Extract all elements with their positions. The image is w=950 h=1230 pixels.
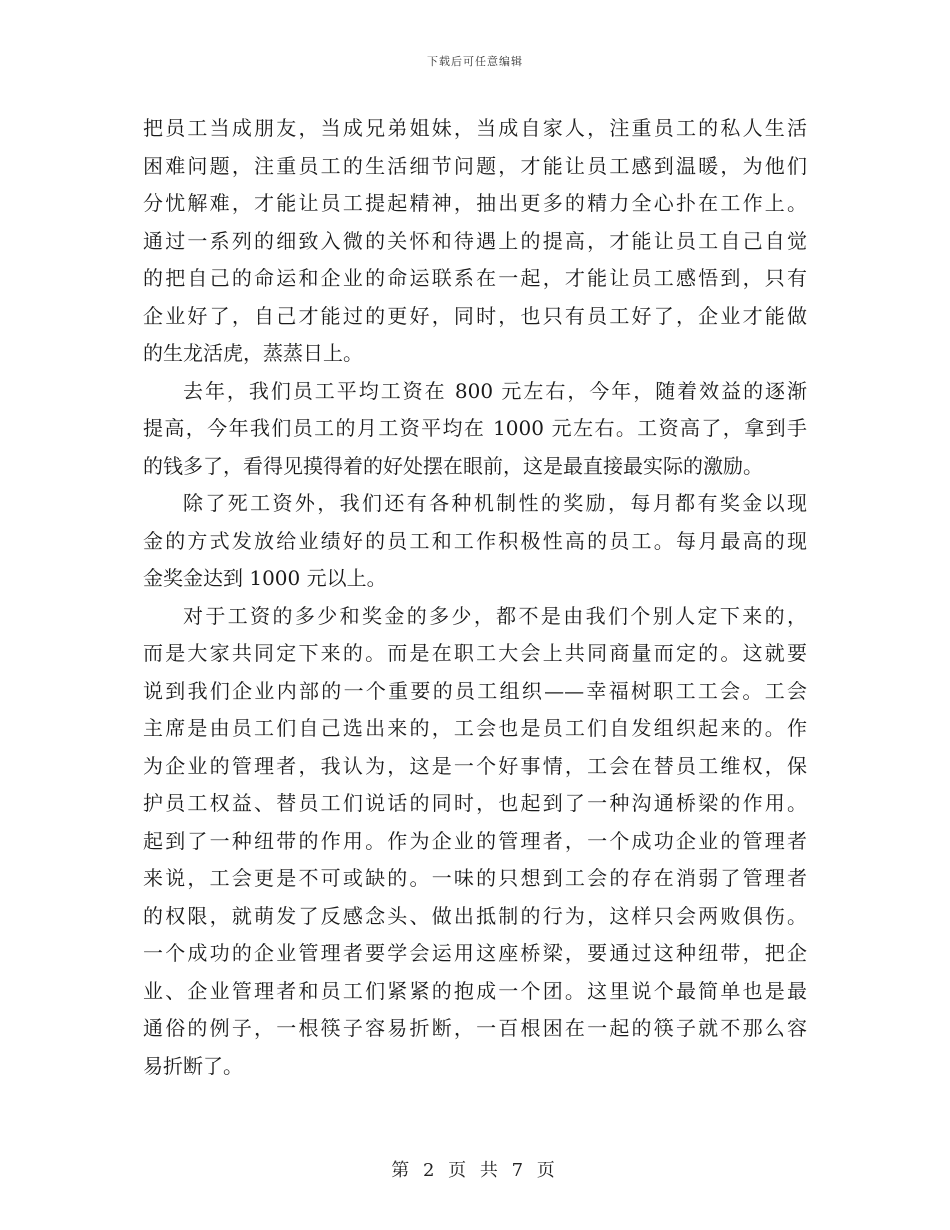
- text-line: 把员工当成朋友，当成兄弟姐妹，当成自家人，注重员工的私人生活: [143, 116, 807, 140]
- paragraph: [143, 598, 807, 1086]
- paragraph: [143, 373, 807, 486]
- text-line: 起到了一种纽带的作用。作为企业的管理者，一个成功企业的管理者: [143, 828, 807, 853]
- text-line: 护员工权益、替员工们说话的同时，也起到了一种沟通桥梁的作用。: [143, 791, 807, 815]
- text-line: 的把自己的命运和企业的命运联系在一起，才能让员工感悟到，只有: [143, 266, 807, 290]
- text-line: 除了死工资外，我们还有各种机制性的奖励，每月都有奖金以现: [183, 491, 807, 515]
- text-line: 的钱多了，看得见摸得着的好处摆在眼前，这是最直接最实际的激励。: [143, 453, 763, 478]
- text-line: 金的方式发放给业绩好的员工和工作积极性高的员工。每月最高的现: [143, 528, 807, 553]
- text-line: 分忧解难，才能让员工提起精神，抽出更多的精力全心扑在工作上。: [143, 191, 807, 215]
- text-line: 企业好了，自己才能过的更好，同时，也只有员工好了，企业才能做: [143, 303, 807, 328]
- text-line: 的生龙活虎，蒸蒸日上。: [143, 341, 363, 365]
- text-line: 主席是由员工们自己选出来的，工会也是员工们自发组织起来的。作: [143, 716, 807, 740]
- page-header: 下载后可任意编辑: [427, 55, 523, 68]
- text-line: 一个成功的企业管理者要学会运用这座桥梁，要通过这种纽带，把企: [143, 941, 807, 965]
- text-line: 提高，今年我们员工的月工资平均在 1000 元左右。工资高了，拿到手: [143, 416, 807, 440]
- text-line: 去年，我们员工平均工资在 800 元左右，今年，随着效益的逐渐: [183, 378, 807, 403]
- text-line: 为企业的管理者，我认为，这是一个好事情，工会在替员工维权，保: [143, 753, 807, 778]
- text-line: 的权限，就萌发了反感念头、做出抵制的行为，这样只会两败俱伤。: [143, 903, 807, 928]
- text-line: 对于工资的多少和奖金的多少，都不是由我们个别人定下来的，: [183, 603, 807, 628]
- text-line: 来说，工会更是不可或缺的。一味的只想到工会的存在消弱了管理者: [143, 866, 807, 890]
- text-line: 说到我们企业内部的一个重要的员工组织——幸福树职工工会。工会: [143, 678, 807, 703]
- text-line: 困难问题，注重员工的生活细节问题，才能让员工感到温暖，为他们: [143, 153, 807, 178]
- text-line: 而是大家共同定下来的。而是在职工大会上共同商量而定的。这就要: [143, 641, 807, 665]
- page-footer: 第 2 页 共 7 页: [391, 1160, 559, 1181]
- paragraph: [143, 110, 807, 373]
- paragraph: [143, 485, 807, 598]
- text-line: 金奖金达到 1000 元以上。: [143, 566, 387, 590]
- body-text: [143, 110, 807, 1085]
- text-line: 通俗的例子，一根筷子容易折断，一百根困在一起的筷子就不那么容: [143, 1016, 807, 1040]
- text-line: 业、企业管理者和员工们紧紧的抱成一个团。这里说个最简单也是最: [143, 978, 807, 1003]
- text-line: 易折断了。: [143, 1053, 243, 1078]
- text-line: 通过一系列的细致入微的关怀和待遇上的提高，才能让员工自己自觉: [143, 228, 807, 253]
